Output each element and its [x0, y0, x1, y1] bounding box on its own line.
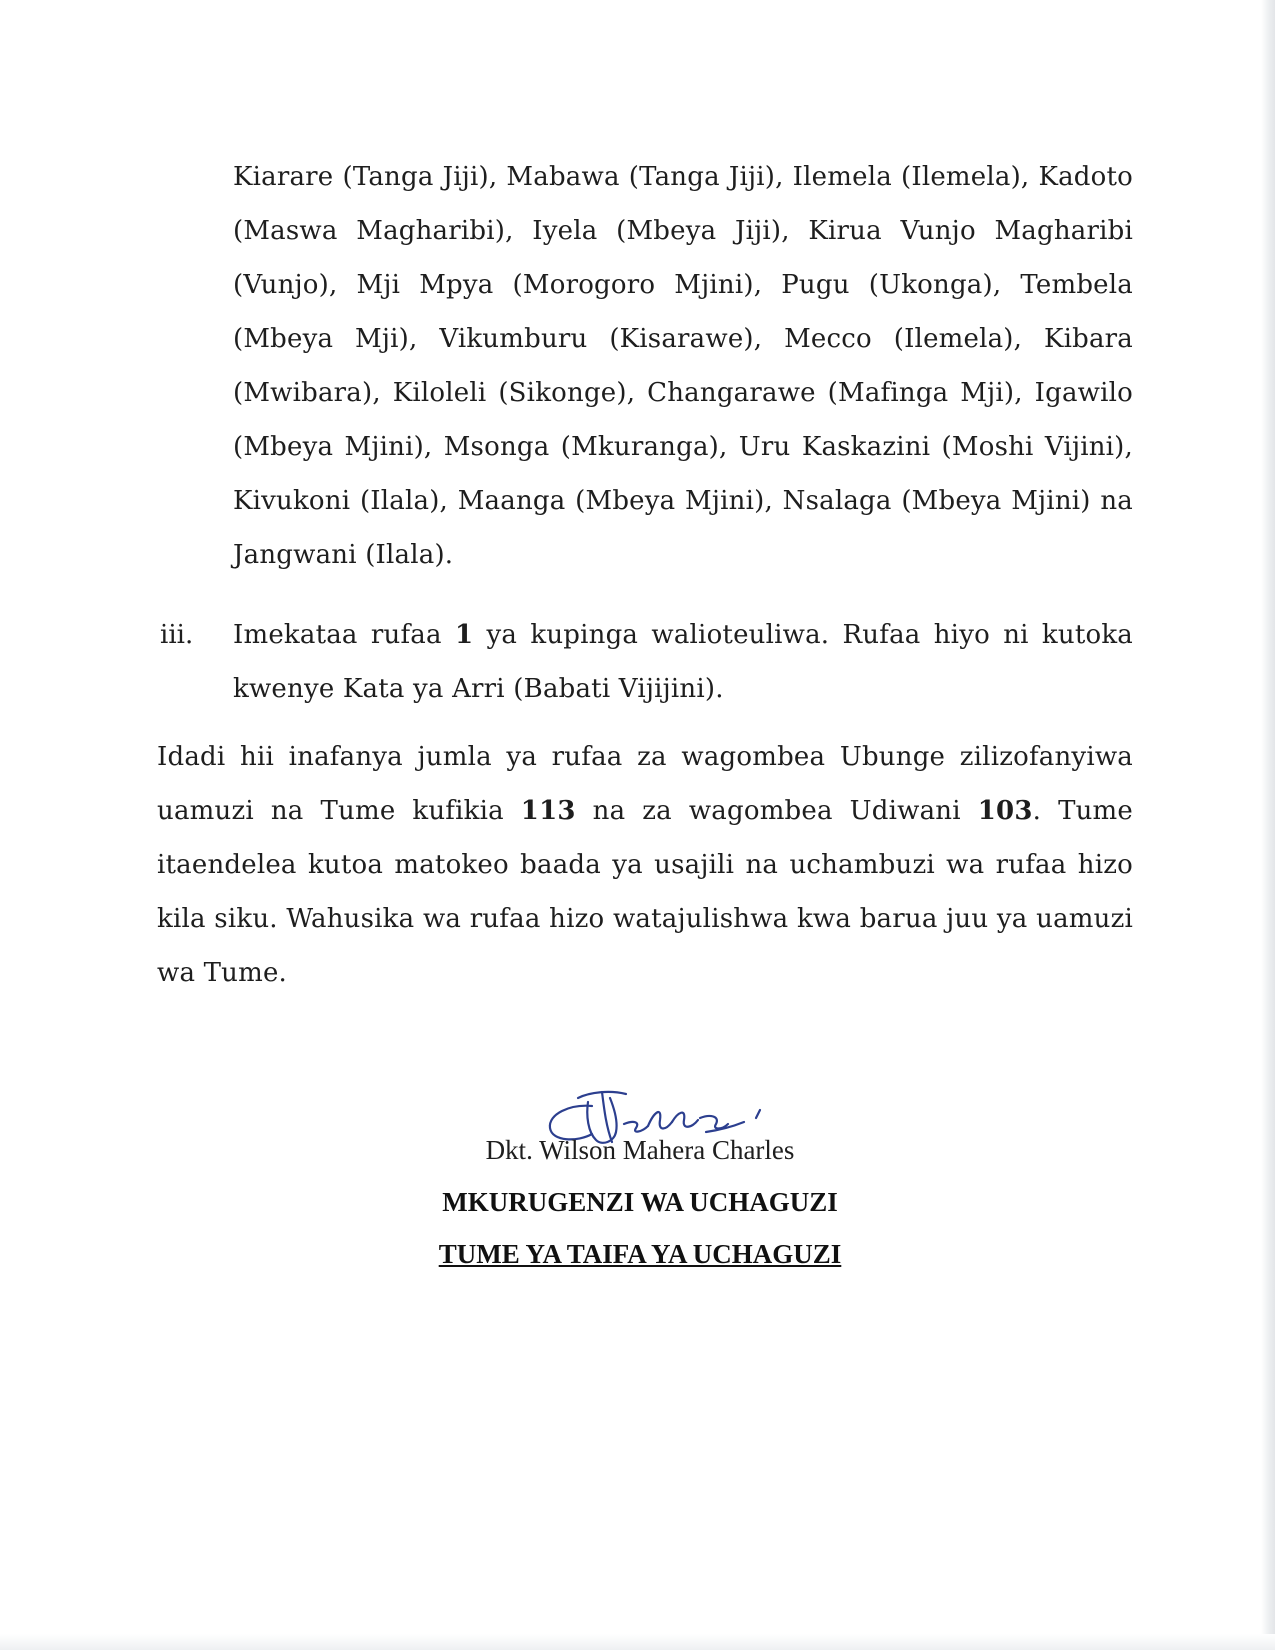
summary-text-3: . Tume itaendelea kutoa matokeo baada ya usajili na uchambuzi wa rufaa hizo kila siku. Wahusika wa rufaa hizo watajulishwa kwa barua juu ya uamuzi wa Tume.: [157, 796, 1134, 988]
rejected-appeals-count: 1: [454, 620, 474, 650]
scan-edge-right: [1261, 0, 1275, 1650]
signatory-name: Dkt. Wilson Mahera Charles: [485, 1135, 795, 1165]
list-item-text-before: Imekataa rufaa: [233, 620, 455, 650]
list-item-body: [233, 608, 1133, 716]
ward-list-paragraph: [233, 150, 1133, 582]
udiwani-total: 103: [977, 796, 1033, 826]
list-item-text-after: ya kupinga walioteuliwa. Rufaa hiyo ni kutoka kwenye Kata ya Arri (Babati Vijijini).: [233, 620, 1133, 704]
signatory-title: MKURUGENZI WA UCHAGUZI: [442, 1187, 838, 1217]
summary-paragraph: [157, 730, 1133, 1000]
signature-block: [380, 1130, 900, 1274]
summary-text-2: na za wagombea Udiwani: [575, 796, 978, 826]
signatory-organization: TUME YA TAIFA YA UCHAGUZI: [438, 1239, 842, 1269]
scan-edge-bottom: [0, 1634, 1275, 1650]
list-item-number: iii.: [160, 620, 194, 650]
ward-list-text: Kiarare (Tanga Jiji), Mabawa (Tanga Jiji), Ilemela (Ilemela), Kadoto (Maswa Magharibi), Iyela (Mbeya Jiji), Kirua Vunjo Magharibi (Vunjo), Mji Mpya (Morogoro Mjini), Pugu (Ukonga), Tembela (Mbeya Mji), Vikumburu (Kisarawe), Mecco (Ilemela), Kibara (Mwibara), Kiloleli (Sikonge), Changarawe (Mafinga Mji), Igawilo (Mbeya Mjini), Msonga (Mkuranga), Uru Kaskazini (Moshi Vijini), Kivukoni (Ilala), Maanga (Mbeya Mjini), Nsalaga (Mbeya Mjini) na Jangwani (Ilala).: [233, 162, 1133, 570]
summary-text-1: Idadi hii inafanya jumla ya rufaa za wagombea Ubunge zilizofanyiwa uamuzi na Tume kufikia: [157, 742, 1133, 826]
ubunge-total: 113: [520, 796, 576, 826]
